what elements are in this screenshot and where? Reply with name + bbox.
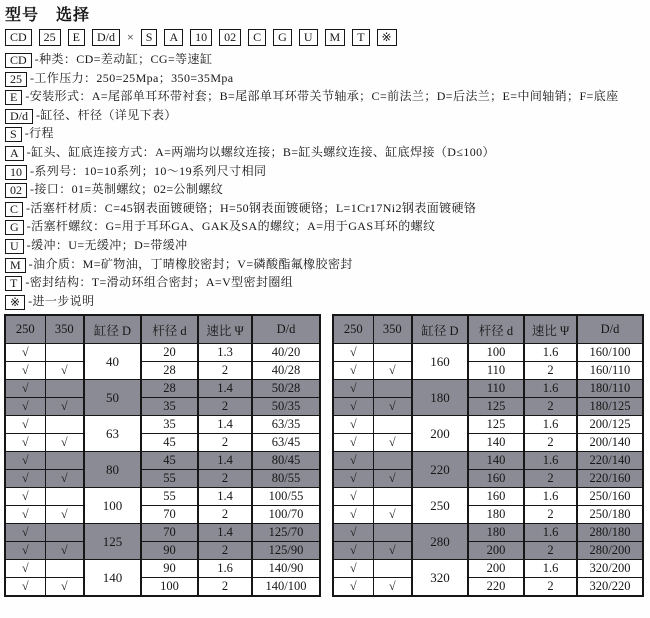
rod-cell: 140 [468, 434, 524, 452]
rod-cell: 110 [468, 362, 524, 380]
legend-code-box: 02 [5, 183, 27, 198]
spec-row [5, 506, 320, 524]
ratio-cell: 1.6 [524, 560, 577, 578]
ratio-cell: 1.6 [198, 560, 252, 578]
rod-cell: 70 [141, 506, 198, 524]
legend-code-box: D/d [5, 109, 33, 124]
spec-row [333, 416, 643, 434]
spec-row [5, 416, 320, 434]
dd-cell: 320/220 [577, 578, 643, 597]
dd-cell: 200/125 [577, 416, 643, 434]
check-350-cell [45, 416, 84, 434]
column-header: 速比 Ψ [198, 315, 252, 344]
dd-cell: 63/45 [252, 434, 320, 452]
legend-code-box: CD [5, 53, 32, 68]
check-350-cell: √ [45, 470, 84, 488]
legend-text: -系列号：10=10系列；10～19系列尺寸相同 [30, 163, 267, 178]
spec-tables [4, 314, 647, 597]
check-350-cell [373, 416, 412, 434]
dd-cell: 160/100 [577, 344, 643, 362]
check-350-cell: √ [373, 542, 412, 560]
rod-cell: 125 [468, 398, 524, 416]
rod-cell: 70 [141, 524, 198, 542]
check-250-cell: √ [333, 344, 373, 362]
check-250-cell: √ [5, 578, 45, 597]
legend-text: -密封结构：T=滑动环组合密封；A=V型密封圈组 [25, 275, 294, 290]
legend-line [5, 273, 647, 292]
dd-cell: 220/140 [577, 452, 643, 470]
model-code-segment: 02 [219, 29, 241, 46]
legend-text: -行程 [24, 126, 54, 141]
check-250-cell: √ [5, 560, 45, 578]
dd-cell: 180/110 [577, 380, 643, 398]
check-350-cell: √ [373, 506, 412, 524]
rod-cell: 125 [468, 416, 524, 434]
bore-cell: 250 [412, 488, 468, 524]
model-code-segment: CD [5, 29, 32, 46]
ratio-cell: 2 [524, 506, 577, 524]
spec-row [5, 380, 320, 398]
check-250-cell: √ [5, 542, 45, 560]
dd-cell: 140/90 [252, 560, 320, 578]
check-350-cell: √ [373, 434, 412, 452]
spec-row [333, 470, 643, 488]
spec-row [5, 470, 320, 488]
check-250-cell: √ [333, 434, 373, 452]
column-header: 350 [373, 315, 412, 344]
ratio-cell: 2 [198, 542, 252, 560]
legend-text: -活塞杆螺纹：G=用于耳环GA、GAK及SA的螺纹；A=用于GAS耳环的螺纹 [26, 219, 436, 234]
spec-row [333, 362, 643, 380]
bore-cell: 220 [412, 452, 468, 488]
dd-cell: 100/55 [252, 488, 320, 506]
legend-text: -油介质：M=矿物油，丁晴橡胶密封；V=磷酸酯氟橡胶密封 [28, 256, 353, 271]
check-250-cell: √ [5, 488, 45, 506]
ratio-cell: 2 [524, 434, 577, 452]
dd-cell: 160/110 [577, 362, 643, 380]
model-code-segment: M [325, 29, 346, 46]
model-code-segment: E [68, 29, 85, 46]
dd-cell: 125/70 [252, 524, 320, 542]
column-header: 250 [333, 315, 373, 344]
spec-row [5, 344, 320, 362]
check-350-cell: √ [373, 470, 412, 488]
legend-line [5, 162, 647, 181]
dd-cell: 180/125 [577, 398, 643, 416]
rod-cell: 55 [141, 488, 198, 506]
dd-cell: 40/28 [252, 362, 320, 380]
legend-text: -活塞杆材质：C=45钢表面镀硬铬；H=50钢表面镀硬铬；L=1Cr17Ni2钢表面镀硬铬 [26, 200, 477, 215]
spec-table-left [4, 314, 321, 597]
check-250-cell: √ [5, 344, 45, 362]
ratio-cell: 1.4 [198, 380, 252, 398]
check-350-cell [373, 380, 412, 398]
legend-line [5, 199, 647, 218]
spec-table-header-row [333, 315, 643, 344]
rod-cell: 140 [468, 452, 524, 470]
dd-cell: 280/180 [577, 524, 643, 542]
rod-cell: 28 [141, 380, 198, 398]
rod-cell: 100 [141, 578, 198, 597]
check-350-cell: √ [373, 398, 412, 416]
dd-cell: 80/55 [252, 470, 320, 488]
spec-row [5, 578, 320, 597]
legend-line [5, 50, 647, 69]
rod-cell: 180 [468, 506, 524, 524]
dd-cell: 100/70 [252, 506, 320, 524]
spec-row [333, 488, 643, 506]
model-code-row [5, 29, 647, 46]
spec-row [333, 452, 643, 470]
rod-cell: 45 [141, 452, 198, 470]
rod-cell: 90 [141, 560, 198, 578]
check-350-cell [373, 524, 412, 542]
ratio-cell: 1.4 [198, 488, 252, 506]
dd-cell: 220/160 [577, 470, 643, 488]
check-350-cell: √ [45, 434, 84, 452]
legend-code-box: M [5, 258, 26, 273]
dd-cell: 280/200 [577, 542, 643, 560]
dd-cell: 40/20 [252, 344, 320, 362]
dd-cell: 250/180 [577, 506, 643, 524]
legend-line [5, 87, 647, 106]
legend-code-box: ※ [5, 295, 25, 310]
ratio-cell: 2 [524, 542, 577, 560]
rod-cell: 180 [468, 524, 524, 542]
ratio-cell: 1.6 [524, 524, 577, 542]
spec-row [5, 524, 320, 542]
model-code-segment: C [248, 29, 266, 46]
bore-cell: 320 [412, 560, 468, 597]
bore-cell: 160 [412, 344, 468, 380]
dd-cell: 200/140 [577, 434, 643, 452]
check-350-cell: √ [45, 506, 84, 524]
legend [5, 50, 647, 310]
ratio-cell: 1.6 [524, 380, 577, 398]
ratio-cell: 1.4 [198, 416, 252, 434]
rod-cell: 220 [468, 578, 524, 597]
bore-cell: 140 [84, 560, 141, 597]
check-350-cell [45, 380, 84, 398]
bore-cell: 180 [412, 380, 468, 416]
rod-cell: 55 [141, 470, 198, 488]
bore-cell: 80 [84, 452, 141, 488]
legend-text: -种类：CD=差动缸；CG=等速缸 [34, 52, 213, 66]
spec-row [5, 488, 320, 506]
spec-row [5, 362, 320, 380]
rod-cell: 35 [141, 398, 198, 416]
ratio-cell: 2 [198, 434, 252, 452]
bore-cell: 50 [84, 380, 141, 416]
check-350-cell: √ [45, 542, 84, 560]
spec-row [5, 434, 320, 452]
check-350-cell [373, 560, 412, 578]
check-350-cell [45, 344, 84, 362]
bore-cell: 280 [412, 524, 468, 560]
check-350-cell: √ [373, 362, 412, 380]
legend-line [5, 217, 647, 236]
ratio-cell: 2 [524, 470, 577, 488]
dd-cell: 80/45 [252, 452, 320, 470]
multiply-symbol: × [127, 30, 134, 44]
legend-text: -安装形式：A=尾部单耳环带衬套；B=尾部单耳环带关节轴承；C=前法兰；D=后法兰；E=中间轴销；F=底座 [25, 89, 619, 104]
ratio-cell: 1.6 [524, 452, 577, 470]
check-350-cell [45, 524, 84, 542]
ratio-cell: 2 [198, 578, 252, 597]
ratio-cell: 1.6 [524, 416, 577, 434]
check-250-cell: √ [333, 506, 373, 524]
model-code-segment: T [352, 29, 369, 46]
legend-text: -缸径、杆径（详见下表） [36, 107, 177, 122]
check-350-cell: √ [45, 398, 84, 416]
rod-cell: 45 [141, 434, 198, 452]
check-350-cell [373, 452, 412, 470]
check-250-cell: √ [333, 416, 373, 434]
spec-row [333, 506, 643, 524]
spec-row [333, 560, 643, 578]
check-250-cell: √ [5, 398, 45, 416]
legend-code-box: G [5, 220, 24, 235]
check-250-cell: √ [333, 380, 373, 398]
rod-cell: 28 [141, 362, 198, 380]
rod-cell: 90 [141, 542, 198, 560]
bore-cell: 63 [84, 416, 141, 452]
spec-table-right [332, 314, 644, 597]
column-header: 缸径 D [412, 315, 468, 344]
check-350-cell [45, 560, 84, 578]
spec-row [333, 542, 643, 560]
ratio-cell: 1.3 [198, 344, 252, 362]
dd-cell: 63/35 [252, 416, 320, 434]
spec-row [5, 398, 320, 416]
check-350-cell: √ [45, 362, 84, 380]
column-header: 杆径 d [468, 315, 524, 344]
bore-cell: 100 [84, 488, 141, 524]
check-250-cell: √ [5, 434, 45, 452]
ratio-cell: 1.6 [524, 488, 577, 506]
check-250-cell: √ [5, 416, 45, 434]
legend-line [5, 143, 647, 162]
legend-text: -缓冲：U=无缓冲；D=带缓冲 [26, 237, 188, 252]
spec-row [5, 452, 320, 470]
model-code-segment: A [164, 29, 183, 46]
rod-cell: 160 [468, 470, 524, 488]
page-title: 型号 选择 [5, 7, 91, 24]
spec-row [333, 524, 643, 542]
model-code-segment: G [273, 29, 292, 46]
ratio-cell: 1.6 [524, 344, 577, 362]
check-250-cell: √ [333, 398, 373, 416]
model-code-segment: 10 [190, 29, 212, 46]
ratio-cell: 2 [198, 398, 252, 416]
rod-cell: 200 [468, 560, 524, 578]
column-header: 350 [45, 315, 84, 344]
check-350-cell [45, 488, 84, 506]
dd-cell: 125/90 [252, 542, 320, 560]
model-code-segment: S [141, 29, 158, 46]
check-250-cell: √ [5, 470, 45, 488]
dd-cell: 50/28 [252, 380, 320, 398]
dd-cell: 250/160 [577, 488, 643, 506]
check-250-cell: √ [333, 488, 373, 506]
dd-cell: 140/100 [252, 578, 320, 597]
model-code-segment: D/d [92, 29, 120, 46]
model-code-segment: 25 [39, 29, 61, 46]
legend-code-box: 25 [5, 72, 27, 87]
check-250-cell: √ [333, 524, 373, 542]
spec-row [333, 380, 643, 398]
rod-cell: 160 [468, 488, 524, 506]
ratio-cell: 2 [198, 362, 252, 380]
check-350-cell: √ [373, 578, 412, 597]
spec-table-header-row [5, 315, 320, 344]
rod-cell: 200 [468, 542, 524, 560]
ratio-cell: 1.4 [198, 452, 252, 470]
legend-line [5, 106, 647, 125]
ratio-cell: 2 [198, 506, 252, 524]
check-250-cell: √ [333, 560, 373, 578]
spec-row [333, 398, 643, 416]
dd-cell: 50/35 [252, 398, 320, 416]
check-250-cell: √ [333, 470, 373, 488]
bore-cell: 40 [84, 344, 141, 380]
legend-line [5, 255, 647, 274]
legend-text: -缸头、缸底连接方式：A=两端均以螺纹连接；B=缸头螺纹连接、缸底焊接（D≤100） [26, 144, 495, 159]
spec-row [333, 434, 643, 452]
check-250-cell: √ [333, 452, 373, 470]
legend-code-box: S [5, 127, 22, 142]
rod-cell: 35 [141, 416, 198, 434]
spec-row [333, 578, 643, 597]
spec-row [5, 560, 320, 578]
rod-cell: 20 [141, 344, 198, 362]
legend-text: -工作压力：250=25Mpa；350=35Mpa [30, 70, 234, 85]
ratio-cell: 2 [524, 398, 577, 416]
spec-row [5, 542, 320, 560]
check-250-cell: √ [333, 362, 373, 380]
ratio-cell: 2 [524, 578, 577, 597]
spec-row [333, 344, 643, 362]
rod-cell: 110 [468, 380, 524, 398]
legend-code-box: U [5, 239, 24, 254]
column-header: 杆径 d [141, 315, 198, 344]
rod-cell: 100 [468, 344, 524, 362]
ratio-cell: 1.4 [198, 524, 252, 542]
column-header: 速比 Ψ [524, 315, 577, 344]
column-header: D/d [252, 315, 320, 344]
legend-code-box: E [5, 90, 22, 105]
dd-cell: 320/200 [577, 560, 643, 578]
legend-line [5, 180, 647, 199]
model-code-segment: ※ [377, 29, 397, 46]
legend-line [5, 69, 647, 88]
legend-text: -接口：01=英制螺纹；02=公制螺纹 [30, 182, 224, 197]
ratio-cell: 2 [524, 362, 577, 380]
column-header: 250 [5, 315, 45, 344]
legend-text: -进一步说明 [28, 293, 95, 308]
legend-code-box: 10 [5, 165, 27, 180]
legend-code-box: C [5, 202, 23, 217]
check-350-cell [373, 344, 412, 362]
check-350-cell [373, 488, 412, 506]
bore-cell: 200 [412, 416, 468, 452]
check-350-cell [45, 452, 84, 470]
bore-cell: 125 [84, 524, 141, 560]
legend-line [5, 292, 647, 311]
check-250-cell: √ [5, 452, 45, 470]
legend-line [5, 236, 647, 255]
ratio-cell: 2 [198, 470, 252, 488]
check-250-cell: √ [5, 380, 45, 398]
column-header: 缸径 D [84, 315, 141, 344]
check-250-cell: √ [333, 578, 373, 597]
check-250-cell: √ [5, 362, 45, 380]
legend-code-box: T [5, 276, 22, 291]
legend-code-box: A [5, 146, 24, 161]
check-250-cell: √ [333, 542, 373, 560]
check-250-cell: √ [5, 506, 45, 524]
check-250-cell: √ [5, 524, 45, 542]
column-header: D/d [577, 315, 643, 344]
model-code-segment: U [299, 29, 318, 46]
check-350-cell: √ [45, 578, 84, 597]
legend-line [5, 124, 647, 143]
